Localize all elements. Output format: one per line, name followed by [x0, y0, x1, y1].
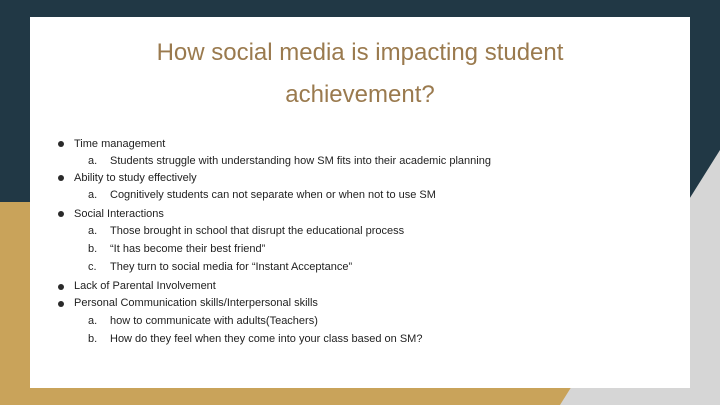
slide-title-line-2: achievement? [285, 81, 435, 108]
list-item: Ability to study effectively [74, 172, 197, 184]
sub-item-marker: b. [88, 333, 98, 345]
sub-item-marker: a. [88, 225, 98, 237]
sub-item-text: They turn to social media for “Instant Acceptance” [110, 261, 353, 273]
bullet-dot [58, 284, 64, 290]
sub-item-text: how to communicate with adults(Teachers) [110, 315, 318, 327]
sub-item-marker: c. [88, 261, 97, 273]
sub-list-item [0, 186, 720, 204]
bullet-dot [58, 301, 64, 307]
slide-title [30, 32, 690, 116]
sub-item-text: Students struggle with understanding how SM fits into their academic planning [110, 155, 491, 167]
sub-list-item [0, 152, 720, 170]
bullet-dot [58, 175, 64, 181]
sub-list-item [0, 222, 720, 240]
sub-item-text: “It has become their best friend” [110, 243, 266, 255]
list-item: Social Interactions [74, 208, 164, 220]
slide-title-line-1: How social media is impacting student [156, 39, 564, 66]
sub-item-marker: a. [88, 155, 98, 167]
bullet-dot [58, 141, 64, 147]
list-item: Personal Communication skills/Interpersonal skills [74, 297, 318, 309]
sub-list-item [0, 240, 720, 258]
bullet-dot [58, 211, 64, 217]
sub-item-marker: a. [88, 189, 98, 201]
sub-list-item [0, 312, 720, 330]
sub-item-text: How do they feel when they come into your class based on SM? [110, 333, 423, 345]
sub-item-marker: a. [88, 315, 98, 327]
list-item: Lack of Parental Involvement [74, 280, 216, 292]
sub-item-marker: b. [88, 243, 98, 255]
sub-item-text: Those brought in school that disrupt the educational process [110, 225, 405, 237]
sub-list-item [0, 258, 720, 276]
sub-item-text: Cognitively students can not separate when or when not to use SM [110, 189, 436, 201]
list-item: Time management [74, 138, 166, 150]
sub-list-item [0, 330, 720, 348]
